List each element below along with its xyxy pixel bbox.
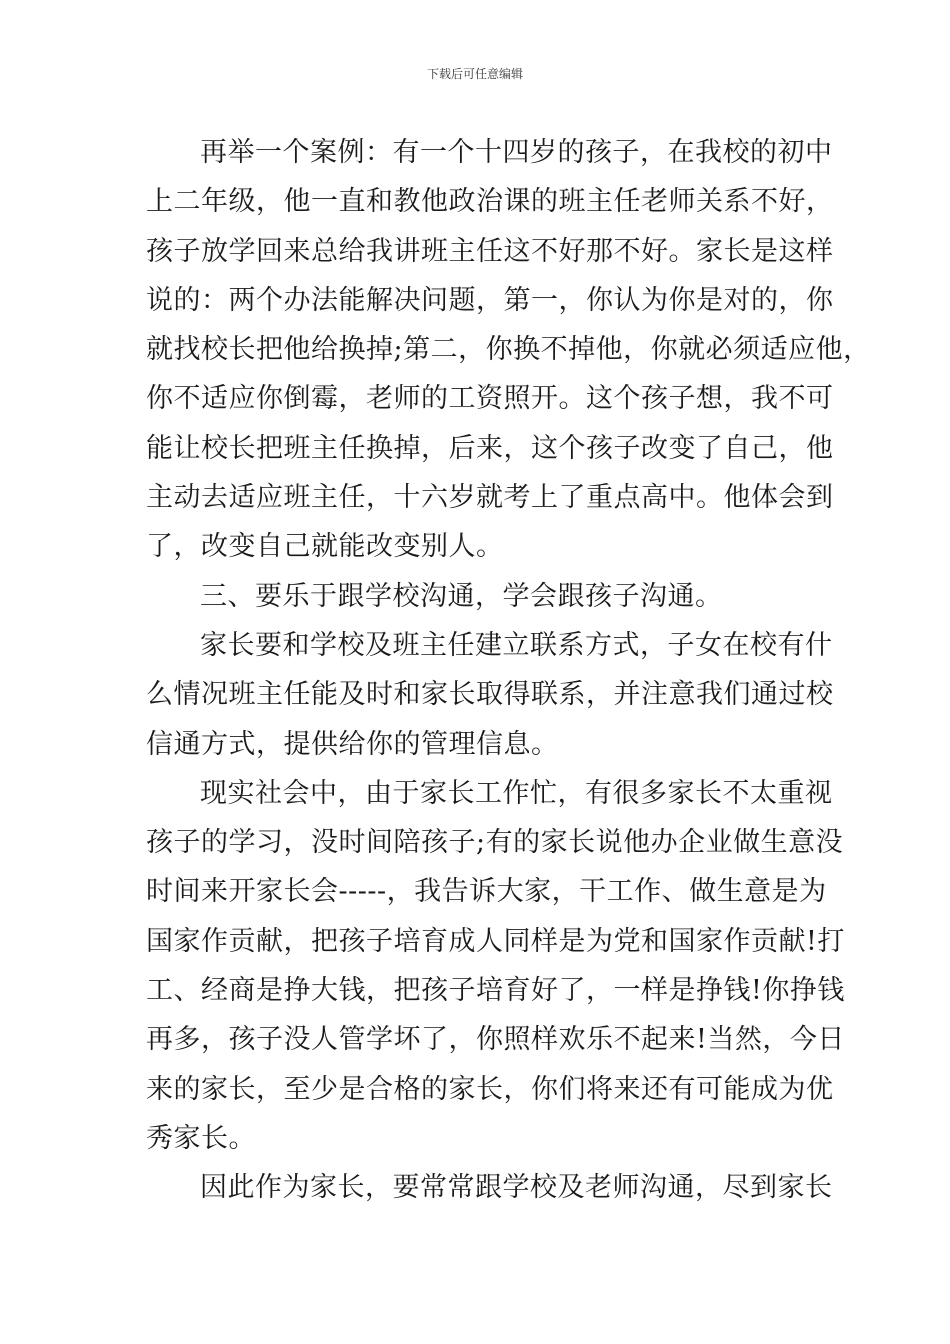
text-line: 现实社会中，由于家长工作忙，有很多家长不太重视 <box>200 777 833 809</box>
text-line: 工、经商是挣大钱，把孩子培育好了，一样是挣钱!你挣钱 <box>146 975 845 1007</box>
text-line: 因此作为家长，要常常跟学校及老师沟通，尽到家长 <box>200 1172 833 1204</box>
text-line: 孩子放学回来总给我讲班主任这不好那不好。家长是这样 <box>146 235 834 267</box>
text-line: 说的：两个办法能解决问题，第一，你认为你是对的，你 <box>146 284 834 316</box>
text-line: 了，改变自己就能改变别人。 <box>146 531 504 563</box>
text-line: 再举一个案例：有一个十四岁的孩子，在我校的初中 <box>200 137 833 168</box>
paragraph-case-study <box>146 128 871 572</box>
text-line: 来的家长，至少是合格的家长，你们将来还有可能成为优 <box>146 1073 834 1105</box>
text-line: 主动去适应班主任，十六岁就考上了重点高中。他体会到 <box>146 482 834 514</box>
text-line: 秀家长。 <box>146 1122 256 1154</box>
text-line: 上二年级，他一直和教他政治课的班主任老师关系不好， <box>146 186 834 218</box>
text-line: 三、要乐于跟学校沟通，学会跟孩子沟通。 <box>200 580 723 612</box>
text-line: 么情况班主任能及时和家长取得联系，并注意我们通过校 <box>146 679 834 711</box>
paragraph-conclusion <box>146 1163 833 1212</box>
text-line: 你不适应你倒霉，老师的工资照开。这个孩子想，我不可 <box>146 383 834 415</box>
page-header: 下载后可任意编辑 <box>426 67 523 81</box>
text-line: 家长要和学校及班主任建立联系方式，子女在校有什 <box>200 629 833 661</box>
text-line: 就找校长把他给换掉;第二，你换不掉他，你就必须适应他， <box>146 334 871 366</box>
text-line: 能让校长把班主任换掉，后来，这个孩子改变了自己，他 <box>146 432 834 464</box>
text-line: 国家作贡献，把孩子培育成人同样是为党和国家作贡献!打 <box>146 925 845 957</box>
paragraph-busy-parents <box>146 769 845 1163</box>
document-body <box>146 128 871 1213</box>
text-line: 孩子的学习，没时间陪孩子;有的家长说他办企业做生意没 <box>146 827 844 859</box>
text-line: 时间来开家长会-----，我告诉大家，干工作、做生意是为 <box>146 876 827 908</box>
paragraph-contact-school <box>146 621 834 769</box>
section-heading-three <box>146 572 818 621</box>
text-line: 信通方式，提供给你的管理信息。 <box>146 728 559 760</box>
text-line: 再多，孩子没人管学坏了，你照样欢乐不起来!当然，今日 <box>146 1024 845 1056</box>
